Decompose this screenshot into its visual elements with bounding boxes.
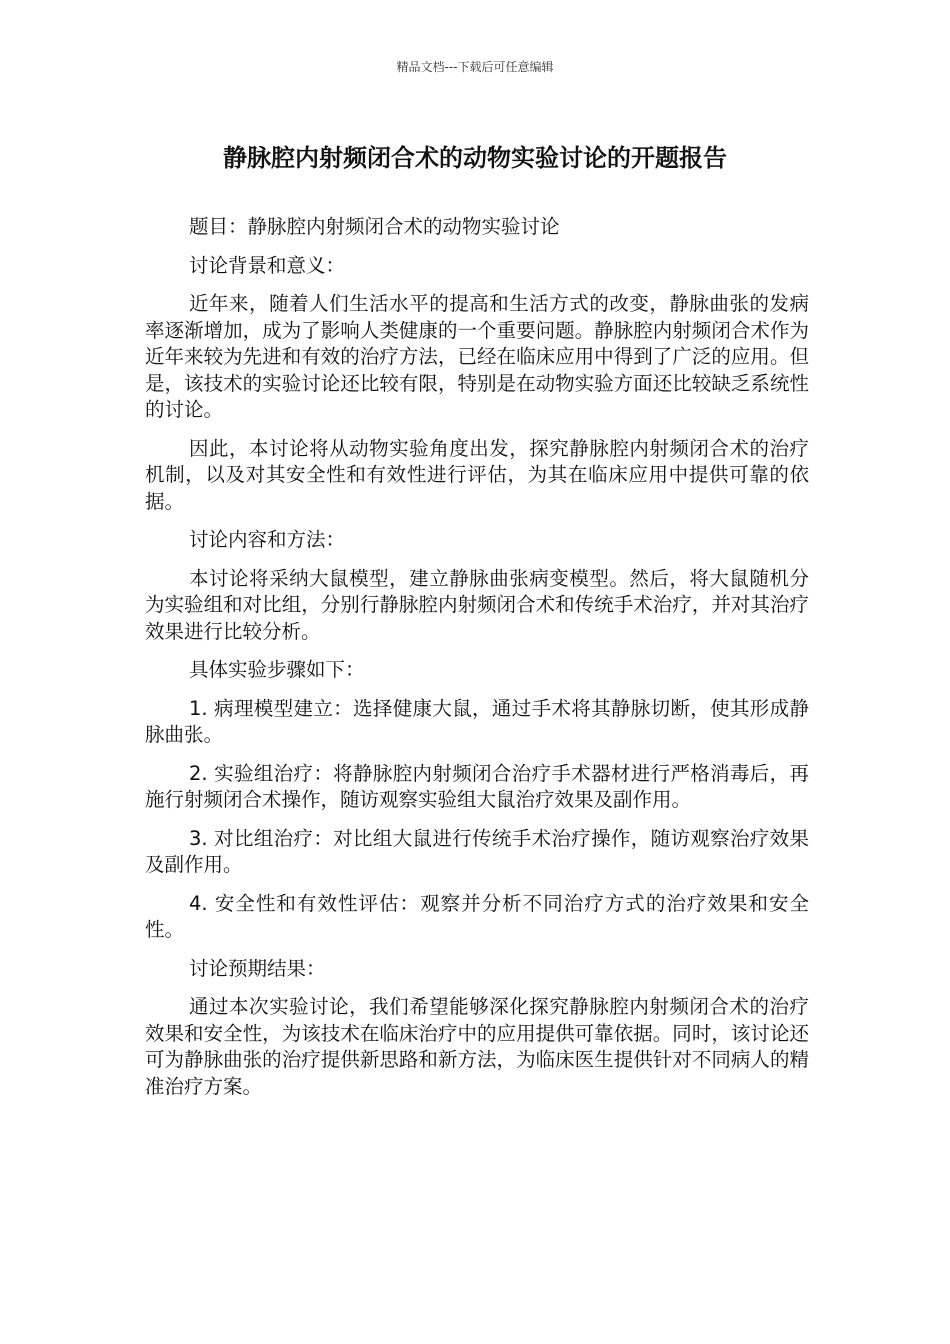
step-item: 3. 对比组治疗：对比组大鼠进行传统手术治疗操作，随访观察治疗效果及副作用。 [145,826,809,876]
section-heading-methods: 讨论内容和方法： [189,528,346,551]
section-heading-results: 讨论预期结果： [189,956,326,980]
document-body [145,214,809,1112]
body-paragraph: 因此，本讨论将从动物实验角度出发，探究静脉腔内射频闭合术的治疗机制，以及对其安全性和有效性进行评估，为其在临床应用中提供可靠的依据。 [145,436,809,513]
body-paragraph: 通过本次实验讨论，我们希望能够深化探究静脉腔内射频闭合术的治疗效果和安全性，为该技术在临床治疗中的应用提供可靠依据。同时，该讨论还可为静脉曲张的治疗提供新思路和新方法，为临床医生提供针对不同病人的精准治疗方案。 [145,995,809,1098]
step-item: 1. 病理模型建立：选择健康大鼠，通过手术将其静脉切断，使其形成静脉曲张。 [145,696,809,746]
body-paragraph: 近年来，随着人们生活水平的提高和生活方式的改变，静脉曲张的发病率逐渐增加，成为了影响人类健康的一个重要问题。静脉腔内射频闭合术作为近年来较为先进和有效的治疗方法，已经在临床应用中得到了广泛的应用。但是，该技术的实验讨论还比较有限，特别是在动物实验方面还比较缺乏系统性的讨论。 [145,292,809,421]
step-item: 4. 安全性和有效性评估：观察并分析不同治疗方式的治疗效果和安全性。 [145,891,809,941]
steps-intro: 具体实验步骤如下： [189,658,365,681]
section-heading-background: 讨论背景和意义： [189,253,346,277]
document-title: 静脉腔内射频闭合术的动物实验讨论的开题报告 [223,144,727,172]
body-paragraph: 本讨论将采纳大鼠模型，建立静脉曲张病变模型。然后，将大鼠随机分为实验组和对比组，分别行静脉腔内射频闭合术和传统手术治疗，并对其治疗效果进行比较分析。 [145,566,809,643]
topic-line: 题目：静脉腔内射频闭合术的动物实验讨论 [189,215,560,238]
step-item: 2. 实验组治疗：将静脉腔内射频闭合治疗手术器材进行严格消毒后，再施行射频闭合术操作，随访观察实验组大鼠治疗效果及副作用。 [145,761,809,811]
header-note: 精品文档---下载后可任意编辑 [396,60,554,74]
